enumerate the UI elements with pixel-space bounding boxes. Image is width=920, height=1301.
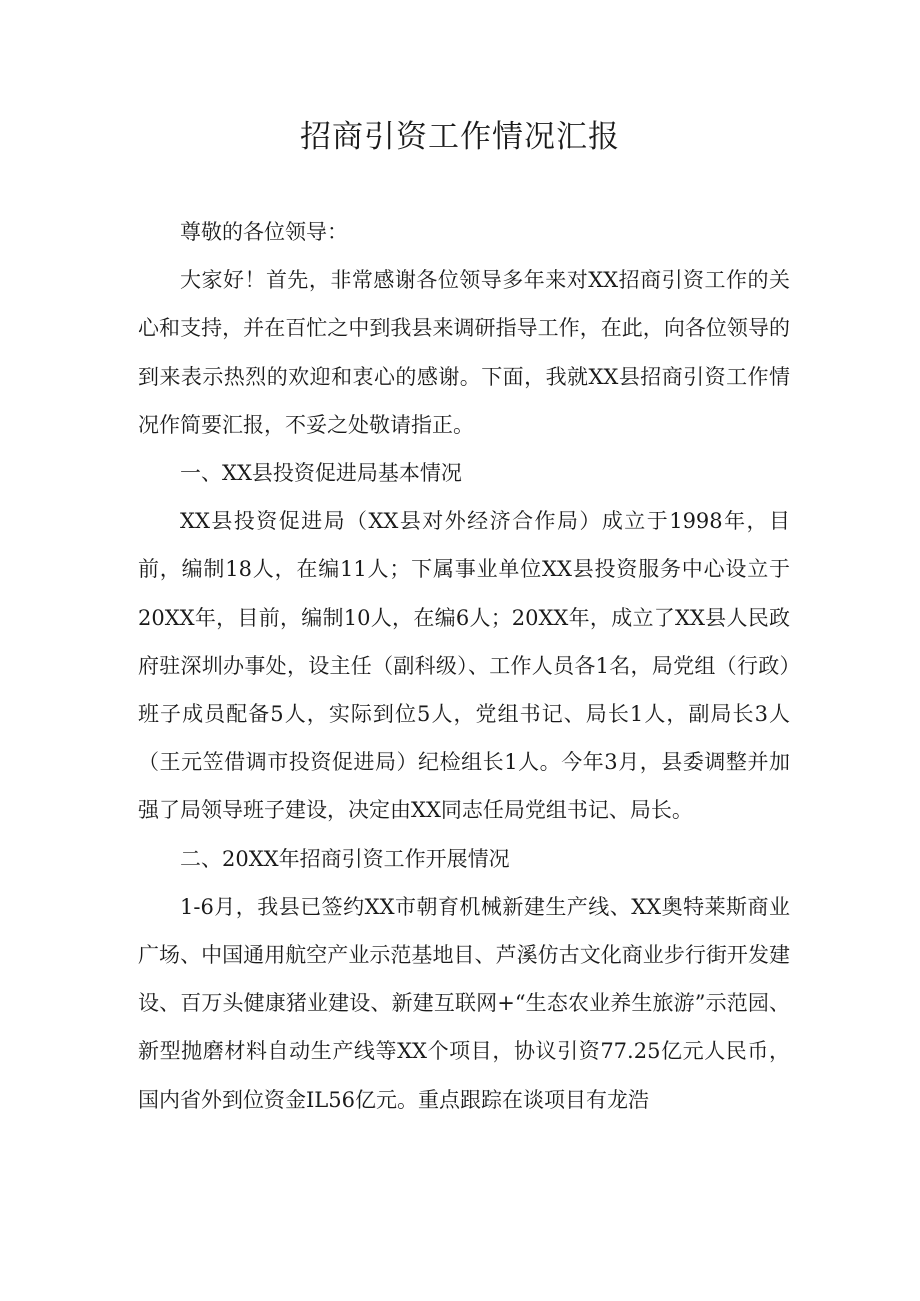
document-body — [138, 208, 790, 1124]
salutation: 尊敬的各位领导： — [180, 220, 348, 244]
paragraph-opening: 大家好！首先，非常感谢各位领导多年来对XX招商引资工作的关心和支持，并在百忙之中到我县来调研指导工作，在此，向各位领导的到来表示热烈的欢迎和衷心的感谢。下面，我就XX县招商引资工作情况作简要汇报，不妥之处敬请指正。 — [138, 268, 790, 437]
document-title: 招商引资工作情况汇报 — [300, 119, 620, 155]
section-heading-1: 一、XX县投资促进局基本情况 — [180, 461, 462, 486]
paragraph-basic-info: XX县投资促进局（XX县对外经济合作局）成立于1998年，目前，编制18人，在编11人；下属事业单位XX县投资服务中心设立于20XX年，目前，编制10人，在编6人；20XX年，成立了XX县人民政府驻深圳办事处，设主任（副科级）、工作人员各1名，局党组（行政）班子成员配备5人，实际到位5人，党组书记、局长1人，副局长3人（王元笠借调市投资促进局）纪检组长1人。今年3月，县委调整并加强了局领导班子建设，决定由XX同志任局党组书记、局长。 — [138, 509, 790, 823]
section-heading-2: 二、20XX年招商引资工作开展情况 — [180, 846, 510, 871]
paragraph-work-progress: 1-6月，我县已签约XX市朝育机械新建生产线、XX奥特莱斯商业广场、中国通用航空产业示范基地目、芦溪仿古文化商业步行街开发建设、百万头健康猪业建设、新建互联网+“生态农业养生旅游”示范园、新型抛磨材料自动生产线等XX个项目，协议引资77.25亿元人民币，国内省外到位资金IL56亿元。重点跟踪在谈项目有龙浩 — [138, 894, 790, 1112]
